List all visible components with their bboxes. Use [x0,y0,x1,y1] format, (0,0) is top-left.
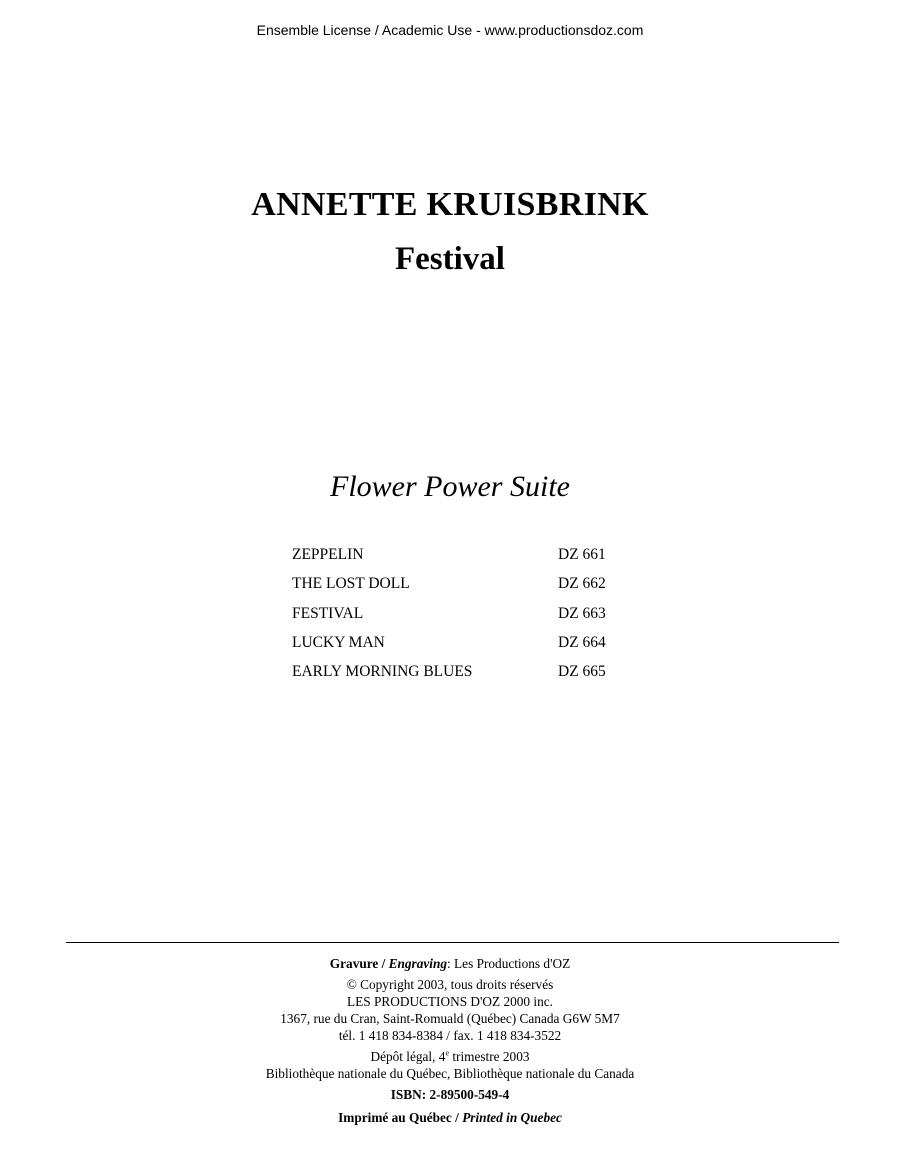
license-notice: Ensemble License / Academic Use - www.productionsdoz.com [256,22,644,38]
isbn-line: ISBN: 2-89500-549-4 [390,1087,510,1102]
engraving-label: Engraving [388,956,448,971]
footer-divider [66,942,839,943]
catalog-code: DZ 663 [558,604,606,622]
publisher-name: LES PRODUCTIONS D'OZ 2000 inc. [347,994,553,1009]
catalog-title: ZEPPELIN [292,546,364,563]
catalog-code: DZ 665 [558,663,606,681]
catalog-row [292,634,632,663]
catalog-code: DZ 662 [558,575,606,593]
catalog-row [292,663,632,692]
catalog-title: EARLY MORNING BLUES [292,663,473,681]
engraver-name: : Les Productions d'OZ [447,956,571,971]
copyright-line: © Copyright 2003, tous droits réservés [346,977,554,992]
printed-line: Imprimé au Québec / Printed in Quebec [338,1110,562,1125]
publisher-footer [0,955,900,1126]
catalog-row [292,575,632,604]
catalog-title: LUCKY MAN [292,633,385,651]
composer-name: ANNETTE KRUISBRINK [251,186,649,223]
catalog-list [292,546,632,692]
catalog-title: THE LOST DOLL [292,575,410,593]
legal-deposit-line: Dépôt légal, 4e trimestre 2003 [370,1048,530,1064]
catalog-title: FESTIVAL [292,604,364,622]
catalog-row [292,605,632,634]
gravure-label: Gravure [329,956,379,971]
publisher-address: 1367, rue du Cran, Saint-Romuald (Québec) Canada G6W 5M7 [280,1011,620,1026]
catalog-row [292,546,632,575]
engraving-line: Gravure / Engraving: Les Productions d'OZ [329,956,571,971]
libraries-line: Bibliothèque nationale du Québec, Bibliothèque nationale du Canada [265,1066,635,1081]
publisher-phone: tél. 1 418 834-8384 / fax. 1 418 834-3522 [338,1028,562,1043]
piece-title: Festival [395,241,505,277]
catalog-code: DZ 664 [558,633,606,651]
suite-title: Flower Power Suite [330,470,570,503]
catalog-code: DZ 661 [558,546,606,563]
